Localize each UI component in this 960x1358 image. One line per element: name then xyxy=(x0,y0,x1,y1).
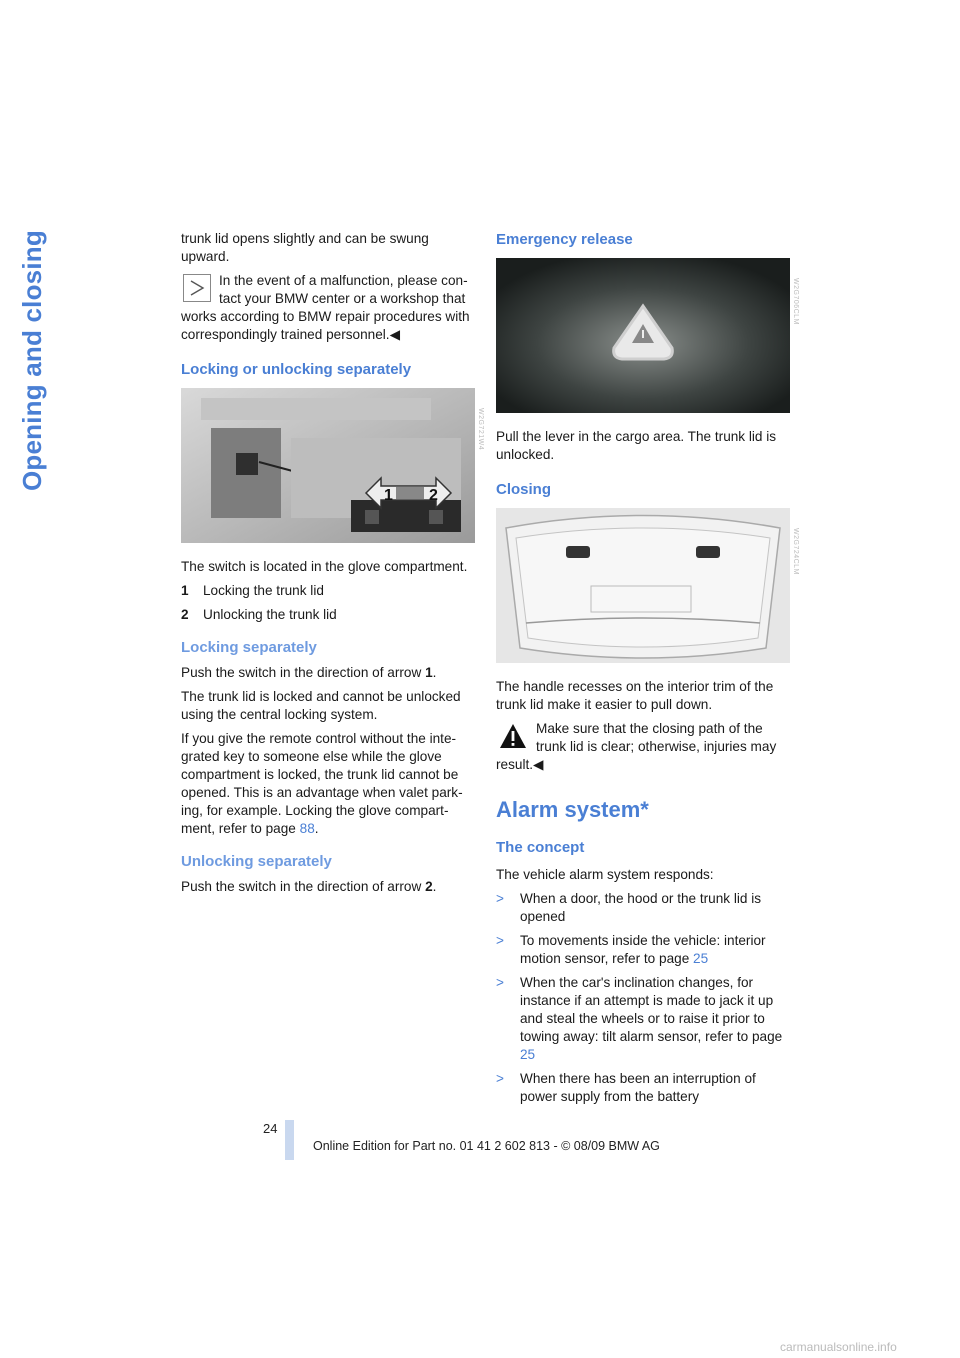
figure-code: W2G706CLM xyxy=(792,278,799,325)
list-item xyxy=(496,932,790,968)
trunk-lid-image xyxy=(496,508,790,663)
page-link-25[interactable]: 25 xyxy=(520,1047,536,1062)
bullet-text: To movements inside the vehicle: interior motion sensor, refer to page 25 xyxy=(520,933,766,966)
list-item xyxy=(496,974,790,1064)
warning-box xyxy=(496,720,790,774)
list-number: 1 xyxy=(181,583,189,598)
right-column xyxy=(496,230,799,1112)
site-watermark: carmanualsonline.info xyxy=(780,1340,897,1354)
figure-trunk-lid-handles xyxy=(496,508,799,668)
concept-intro: The vehicle alarm system responds: xyxy=(496,867,714,882)
page-number: 24 xyxy=(263,1121,278,1136)
lock-instruction: Push the switch in the direction of arrow 1. xyxy=(181,665,437,680)
page-link-88[interactable]: 88 xyxy=(299,821,315,836)
list-item xyxy=(496,890,790,926)
heading-closing: Closing xyxy=(496,481,551,498)
intro-text: trunk lid opens slightly and can be swung upward. xyxy=(181,231,429,264)
fig-label-2: 2 xyxy=(429,487,438,504)
bullet-marker: > xyxy=(496,975,504,990)
list-text: Locking the trunk lid xyxy=(203,583,324,598)
figure-code: W2G724CLM xyxy=(792,528,799,575)
note-box xyxy=(181,272,475,344)
list-item xyxy=(181,606,475,624)
valet-text: If you give the remote control without the inte-grated key to someone else while the glove compartment is locked, the trunk lid cannot be opened. This is an advantage when valet park-ing, for example. Locking the glove compart-ment, refer to page 88. xyxy=(181,731,463,836)
switch-location-text: The switch is located in the glove compartment. xyxy=(181,559,468,574)
emergency-release-image xyxy=(496,258,790,413)
list-text: Unlocking the trunk lid xyxy=(203,607,337,622)
glove-compartment-image xyxy=(181,388,475,543)
list-item xyxy=(181,582,475,600)
left-column xyxy=(181,230,484,902)
chapter-title: Opening and closing xyxy=(17,230,47,491)
bullet-text: When there has been an interruption of power supply from the battery xyxy=(520,1071,756,1104)
edition-footer: Online Edition for Part no. 01 41 2 602 813 - © 08/09 BMW AG xyxy=(313,1139,660,1153)
warning-text: Make sure that the closing path of the trunk lid is clear; otherwise, injuries may result.◀ xyxy=(496,721,777,772)
heading-unlocking-separately: Unlocking separately xyxy=(181,853,332,870)
list-number: 2 xyxy=(181,607,189,622)
bullet-text: When a door, the hood or the trunk lid is opened xyxy=(520,891,762,924)
heading-alarm-system: Alarm system* xyxy=(496,797,649,822)
note-icon xyxy=(183,274,211,302)
page-link-25[interactable]: 25 xyxy=(693,951,709,966)
figure-emergency-release xyxy=(496,258,799,418)
heading-locking-separately: Locking separately xyxy=(181,639,317,656)
bullet-marker: > xyxy=(496,933,504,948)
heading-locking-unlocking: Locking or unlocking separately xyxy=(181,361,412,378)
fig-label-1: 1 xyxy=(384,487,393,504)
emergency-text: Pull the lever in the cargo area. The trunk lid is unlocked. xyxy=(496,429,777,462)
closing-text: The handle recesses on the interior trim of the trunk lid make it easier to pull down. xyxy=(496,679,774,712)
figure-glove-compartment-switch xyxy=(181,388,484,548)
lock-result-text: The trunk lid is locked and cannot be unlocked using the central locking system. xyxy=(181,689,461,722)
list-item xyxy=(496,1070,790,1106)
footer-accent-bar xyxy=(285,1120,294,1160)
figure-code: W2G721W4 xyxy=(477,408,484,451)
heading-emergency-release: Emergency release xyxy=(496,231,633,248)
bullet-marker: > xyxy=(496,1071,504,1086)
bullet-text: When the car's inclination changes, for instance if an attempt is made to jack it up and steal the wheels or to raise it prior to towing away: tilt alarm sensor, refer to page 25 xyxy=(520,975,783,1062)
warning-icon xyxy=(498,722,528,750)
note-text: In the event of a malfunction, please con-tact your BMW center or a workshop that works according to BMW repair procedures with correspondingly trained personnel.◀ xyxy=(181,273,470,342)
bullet-marker: > xyxy=(496,891,504,906)
unlock-instruction: Push the switch in the direction of arrow 2. xyxy=(181,879,437,894)
heading-the-concept: The concept xyxy=(496,839,585,856)
